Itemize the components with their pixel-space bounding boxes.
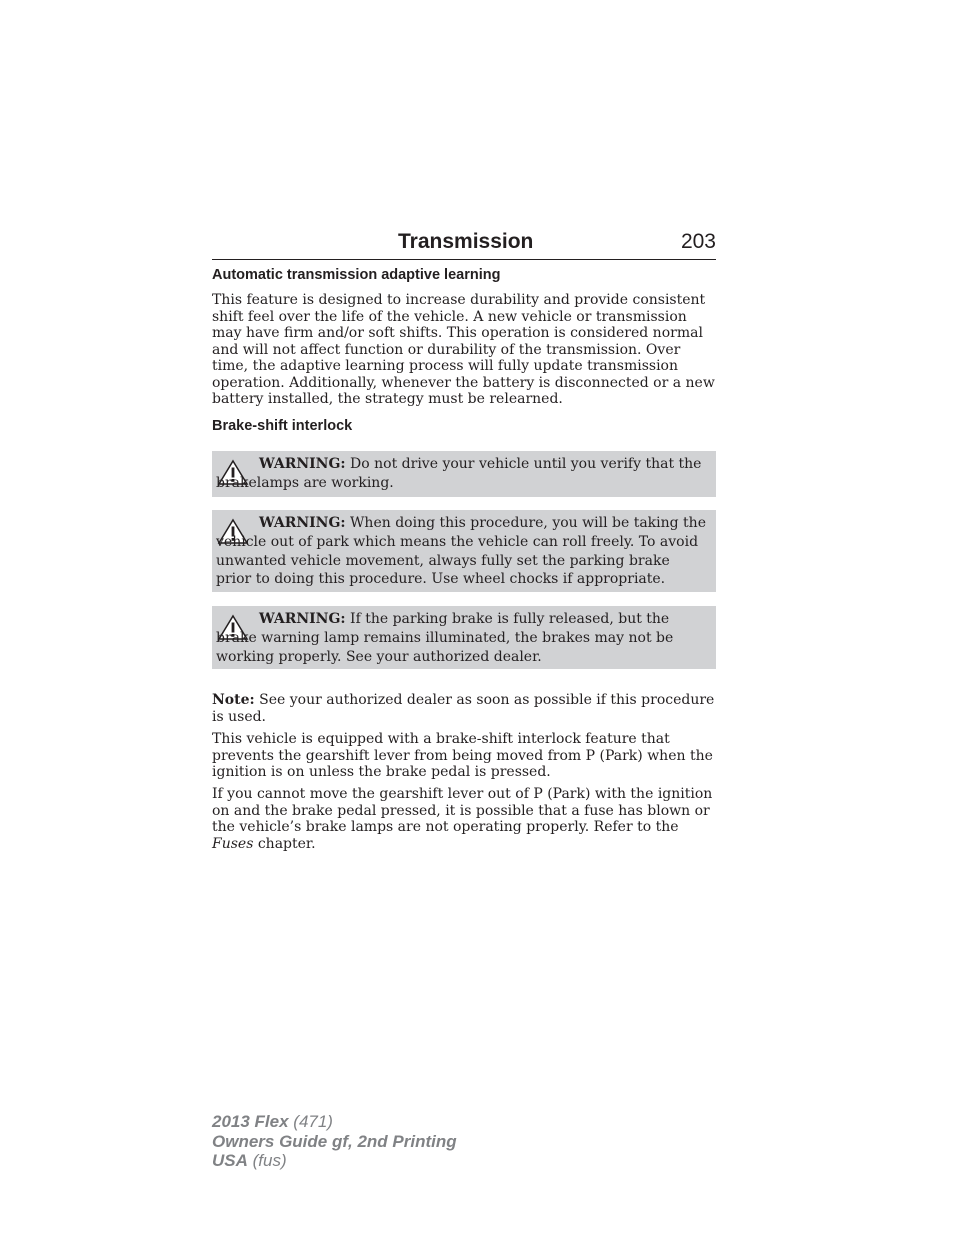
footer-line-region: USA (fus) bbox=[212, 1151, 287, 1170]
warning-text-3: WARNING: If the parking brake is fully released, but the brake warning lamp remains illuminated, the brakes may not be working properly. See your authorized dealer. bbox=[216, 611, 674, 665]
warning-box-3 bbox=[212, 606, 716, 669]
section-heading-adaptive-learning: Automatic transmission adaptive learning bbox=[212, 267, 501, 283]
warning-text-1: WARNING: Do not drive your vehicle until you verify that the brakelamps are working. bbox=[216, 456, 702, 491]
warning-label: WARNING: bbox=[259, 456, 346, 472]
interlock-paragraph: This vehicle is equipped with a brake-shift interlock feature that prevents the gearshift lever from being moved from P (Park) when the ignition is on unless the brake pedal is pressed. bbox=[212, 731, 713, 780]
document-footer bbox=[212, 1112, 457, 1171]
warning-label: WARNING: bbox=[259, 515, 346, 531]
footer-line-model: 2013 Flex (471) bbox=[212, 1112, 333, 1131]
section-heading-brake-shift-interlock: Brake-shift interlock bbox=[212, 418, 353, 434]
fuses-chapter-reference: Fuses bbox=[212, 835, 254, 852]
footer-line-guide: Owners Guide gf, 2nd Printing bbox=[212, 1131, 457, 1151]
page-header bbox=[212, 228, 716, 260]
warning-text-2: WARNING: When doing this procedure, you will be taking the vehicle out of park which means the vehicle can roll freely. To avoid unwanted vehicle movement, always fully set the parking brake prior to doing this procedure. Use wheel chocks if appropriate. bbox=[216, 515, 706, 588]
page-title: Transmission bbox=[398, 230, 534, 253]
fuse-paragraph: If you cannot move the gearshift lever out of P (Park) with the ignition on and the brake pedal pressed, it is possible that a fuse has blown or the vehicle’s brake lamps are not operating properly. Refer to the Fuses chapter. bbox=[212, 786, 713, 852]
warning-box-2 bbox=[212, 510, 716, 592]
note-label: Note: bbox=[212, 692, 255, 708]
note-paragraph: Note: See your authorized dealer as soon as possible if this procedure is used. bbox=[212, 692, 715, 725]
page-number: 203 bbox=[680, 230, 716, 253]
warning-box-1 bbox=[212, 451, 716, 497]
adaptive-learning-paragraph: This feature is designed to increase durability and provide consistent shift feel over the life of the vehicle. A new vehicle or transmission may have firm and/or soft shifts. This operation is considered normal and will not affect function or durability of the transmission. Over time, the adaptive learning process will fully update transmission operation. Additionally, whenever the battery is disconnected or a new battery installed, the strategy must be relearned. bbox=[212, 292, 715, 407]
warning-label: WARNING: bbox=[259, 611, 346, 627]
